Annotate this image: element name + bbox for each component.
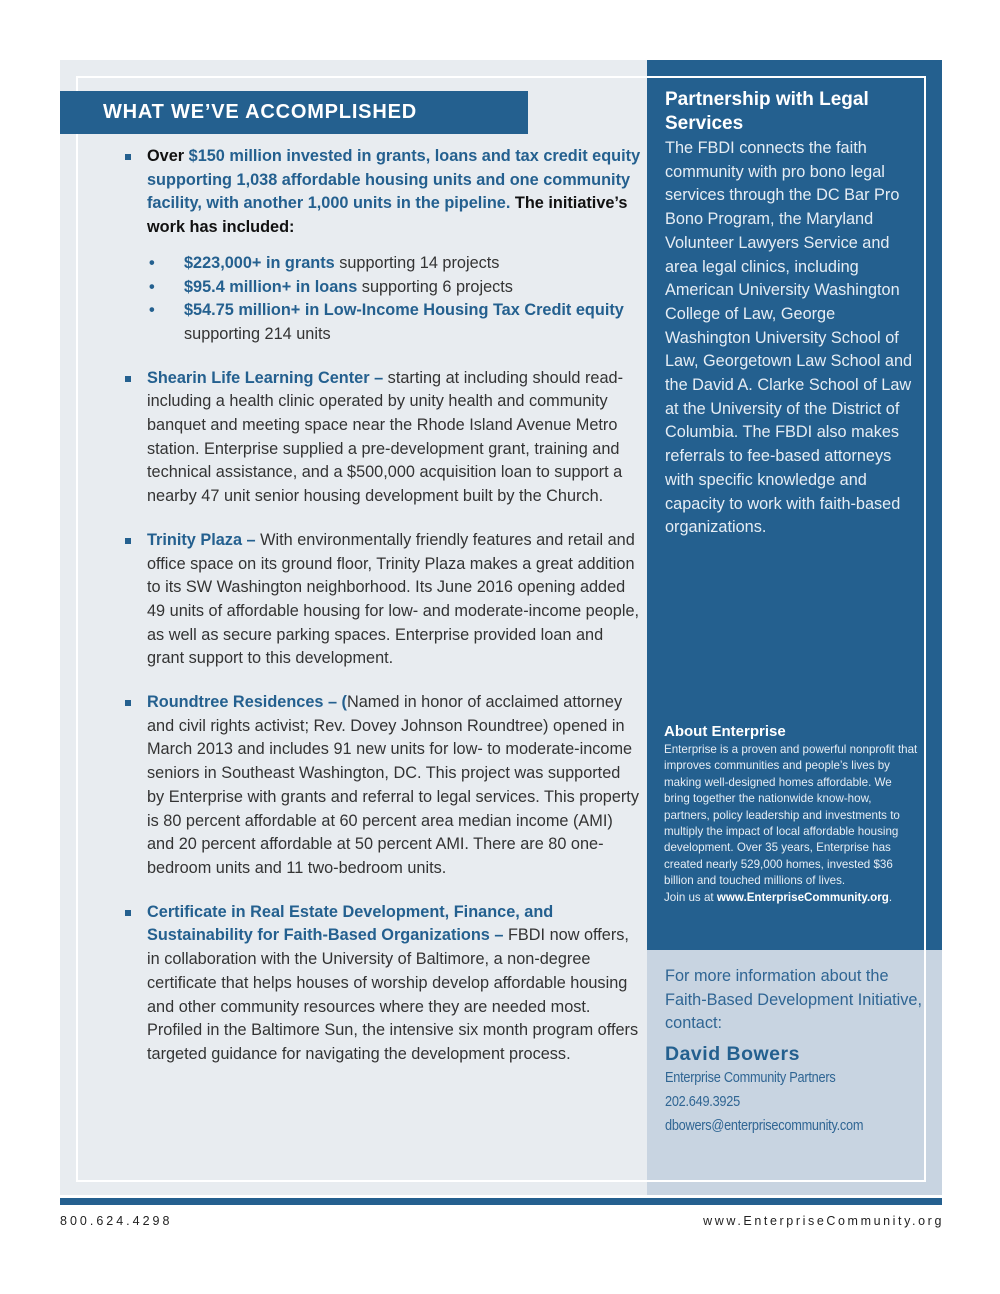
intro-highlight: $150 million invested in grants, loans and tax credit equity supporting 1,038 affordable housing units and one community facility, with another 1,000 units in the pipeline. xyxy=(147,147,641,213)
funding-list xyxy=(147,252,642,347)
project-title: Shearin Life Learning Center – xyxy=(147,368,388,387)
about-section xyxy=(664,723,919,906)
join-end: . xyxy=(888,890,893,904)
section-title: WHAT WE’VE ACCOMPLISHED xyxy=(60,91,528,134)
list-item xyxy=(147,276,642,300)
project-text: FBDI now offers, in collaboration with the University of Baltimore, a non-degree certificate that helps houses of worship develop affordable housing and other community resources where they are needed most. Profiled in the Baltimore Sun, the intensive six month program offers targeted guidance for navigating the development process. xyxy=(147,926,639,1063)
square-bullet-icon xyxy=(125,700,131,706)
detail: supporting 214 units xyxy=(184,324,331,343)
list-item xyxy=(147,299,642,346)
detail: supporting 6 projects xyxy=(357,277,513,296)
sidebar-title: Partnership with Legal Services xyxy=(665,89,869,134)
amount: $223,000+ in grants xyxy=(184,253,335,272)
project-text: With environmentally friendly features and retail and office space on its ground floor, Trinity Plaza makes a great addition to its SW Washington neighborhood. Its June 2016 opening added 49 units of affordable housing for low- and moderate-income people, as well as secure parking spaces. Enterprise provided loan and grant support to this development. xyxy=(147,530,640,668)
project-title: Roundtree Residences – ( xyxy=(147,693,347,712)
list-item xyxy=(147,252,642,276)
accomplishments-list xyxy=(122,145,642,1087)
about-title: About Enterprise xyxy=(664,723,786,740)
contact-phone: 202.649.3925 xyxy=(665,1093,740,1110)
contact-name: David Bowers xyxy=(665,1043,800,1065)
amount: $95.4 million+ in loans xyxy=(184,277,358,296)
project-title: Certificate in Real Estate Development, Finance, and Sustainability for Faith-Based Organizations – xyxy=(147,902,554,945)
website-link[interactable]: www.EnterpriseCommunity.org xyxy=(716,890,889,904)
intro-lead: Over xyxy=(147,147,189,165)
project-text: Named in honor of acclaimed attorney and civil rights activist; Rev. Dovey Johnson Roundtree) opened in March 2013 and includes 91 new units for low- to moderate-income seniors in Southeast Washington, DC. This project was supported by Enterprise with grants and referral to legal services. This property is 80 percent affordable at 60 percent area median income (AMI) and 20 percent affordable at 50 percent AMI. There are 80 one-bedroom units and 11 two-bedroom units. xyxy=(147,693,639,877)
contact-email[interactable]: dbowers@enterprisecommunity.com xyxy=(665,1117,864,1134)
join-text: Join us at xyxy=(664,890,717,904)
bullet-icon: • xyxy=(149,253,155,272)
bullet-icon: • xyxy=(149,301,155,320)
amount: $54.75 million+ in Low-Income Housing Tax Credit equity xyxy=(184,301,624,320)
square-bullet-icon xyxy=(125,910,131,916)
project-title: Trinity Plaza – xyxy=(147,530,261,549)
square-bullet-icon xyxy=(125,376,131,382)
footer-phone: 800.624.4298 xyxy=(60,1214,173,1228)
footer-website[interactable]: www.EnterpriseCommunity.org xyxy=(703,1214,944,1228)
detail: supporting 14 projects xyxy=(334,253,500,272)
list-item xyxy=(122,691,642,881)
intro-tail: The initiative’s work has included: xyxy=(147,194,628,237)
contact-org: Enterprise Community Partners xyxy=(665,1069,836,1086)
list-item xyxy=(122,529,642,671)
join-line xyxy=(664,890,919,906)
sidebar-body: The FBDI connects the faith community with pro bono legal services through the DC Bar Pro Bono Program, the Maryland Volunteer Lawyers Service and area legal clinics, including American University Washington College of Law, George Washington University School of Law, Georgetown Law School and the David A. Clarke School of Law at the University of the District of Columbia. The FBDI also makes referrals to fee-based attorneys with specific knowledge and capacity to work with faith-based organizations. xyxy=(665,139,913,537)
about-body: Enterprise is a proven and powerful nonprofit that improves communities and people’s lives by making well-designed homes affordable. We bring together the nationwide know-how, partners, policy leadership and investments to multiply the impact of local affordable housing development. Over 35 years, Enterprise has created nearly 529,000 homes, invested $36 billion and touched millions of lives. xyxy=(664,743,918,888)
square-bullet-icon xyxy=(125,538,131,544)
square-bullet-icon xyxy=(125,154,131,160)
project-text: starting at including should read- including a health clinic operated by unity health and community banquet and meeting space near the Rhode Island Avenue Metro station. Enterprise supplied a pre-development grant, training and technical assistance, and a $500,000 acquisition loan to support a nearby 47 unit senior housing development built by the Church. xyxy=(147,368,623,506)
bullet-icon: • xyxy=(149,277,155,296)
list-item xyxy=(122,367,642,509)
contact-intro: For more information about the Faith-Based Development Initiative, contact: xyxy=(665,967,923,1033)
list-item xyxy=(122,901,642,1067)
bottom-divider xyxy=(60,1198,942,1205)
list-item xyxy=(122,145,642,347)
